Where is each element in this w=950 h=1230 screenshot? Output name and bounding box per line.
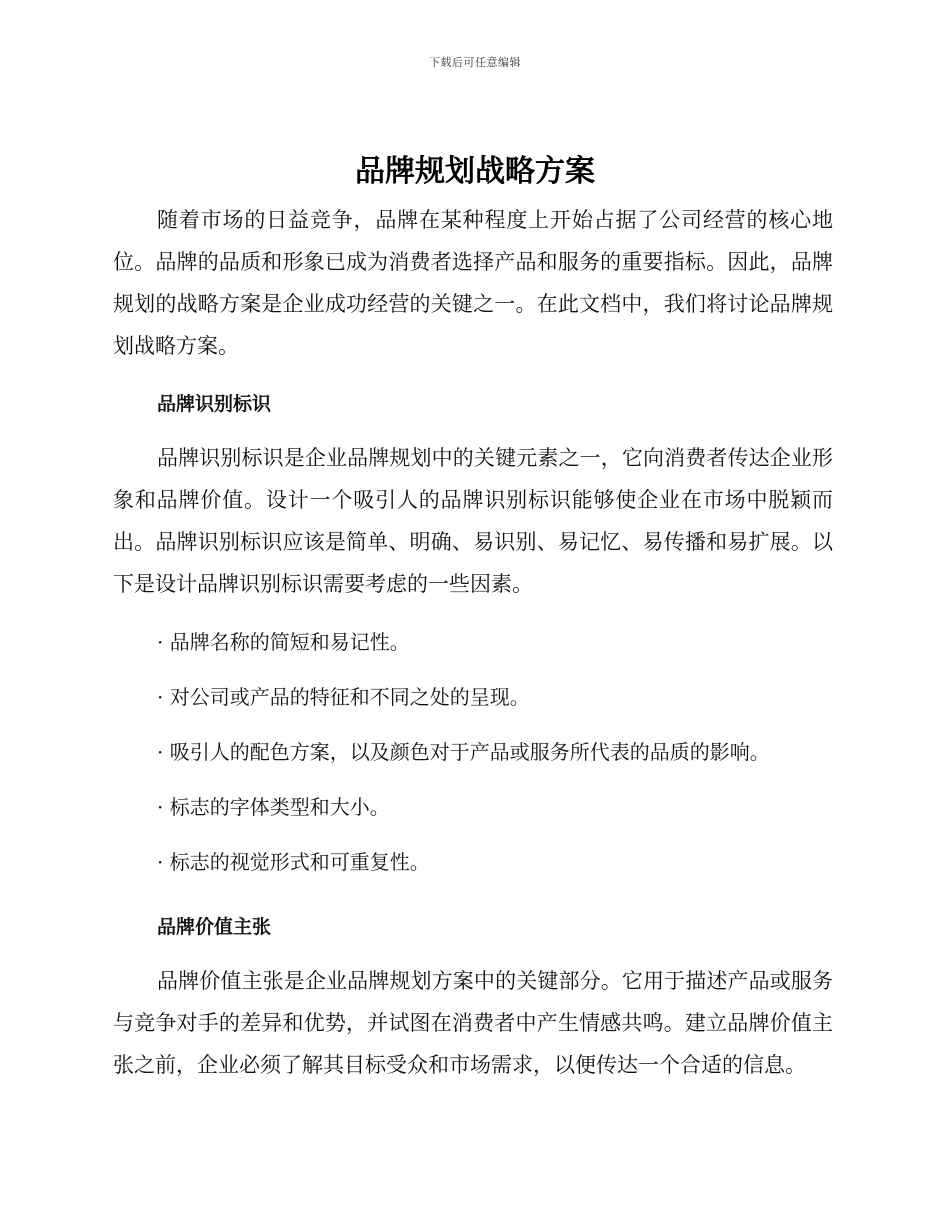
factor-list [113, 615, 833, 890]
section-paragraph-value-proposition: 品牌价值主张是企业品牌规划方案中的关键部分。它用于描述产品或服务与竞争对手的差异和优势，并试图在消费者中产生情感共鸣。建立品牌价值主张之前，企业必须了解其目标受众和市场需求，以便传达一个合适的信息。 [113, 969, 833, 1077]
intro-paragraph: 随着市场的日益竞争，品牌在某种程度上开始占据了公司经营的核心地位。品牌的品质和形象已成为消费者选择产品和服务的重要指标。因此，品牌规划的战略方案是企业成功经营的关键之一。在此文档中，我们将讨论品牌规划战略方案。 [113, 208, 833, 358]
section-heading-brand-identity: 品牌识别标识 [157, 393, 272, 415]
section-paragraph-brand-identity: 品牌识别标识是企业品牌规划中的关键元素之一，它向消费者传达企业形象和品牌价值。设计一个吸引人的品牌识别标识能够使企业在市场中脱颖而出。品牌识别标识应该是简单、明确、易识别、易记忆、易传播和易扩展。以下是设计品牌识别标识需要考虑的一些因素。 [113, 446, 833, 596]
page-title: 品牌规划战略方案 [355, 154, 595, 189]
list-item: · 标志的视觉形式和可重复性。 [157, 850, 430, 874]
section-heading-value-proposition: 品牌价值主张 [157, 916, 272, 938]
document-body [113, 199, 833, 1086]
list-item: · 标志的字体类型和大小。 [157, 795, 390, 819]
list-item: · 对公司或产品的特征和不同之处的呈现。 [157, 685, 530, 709]
list-item: · 品牌名称的简短和易记性。 [157, 630, 410, 654]
header-note: 下载后可任意编辑 [429, 56, 521, 69]
list-item: · 吸引人的配色方案，以及颜色对于产品或服务所代表的品质的影响。 [157, 740, 770, 764]
